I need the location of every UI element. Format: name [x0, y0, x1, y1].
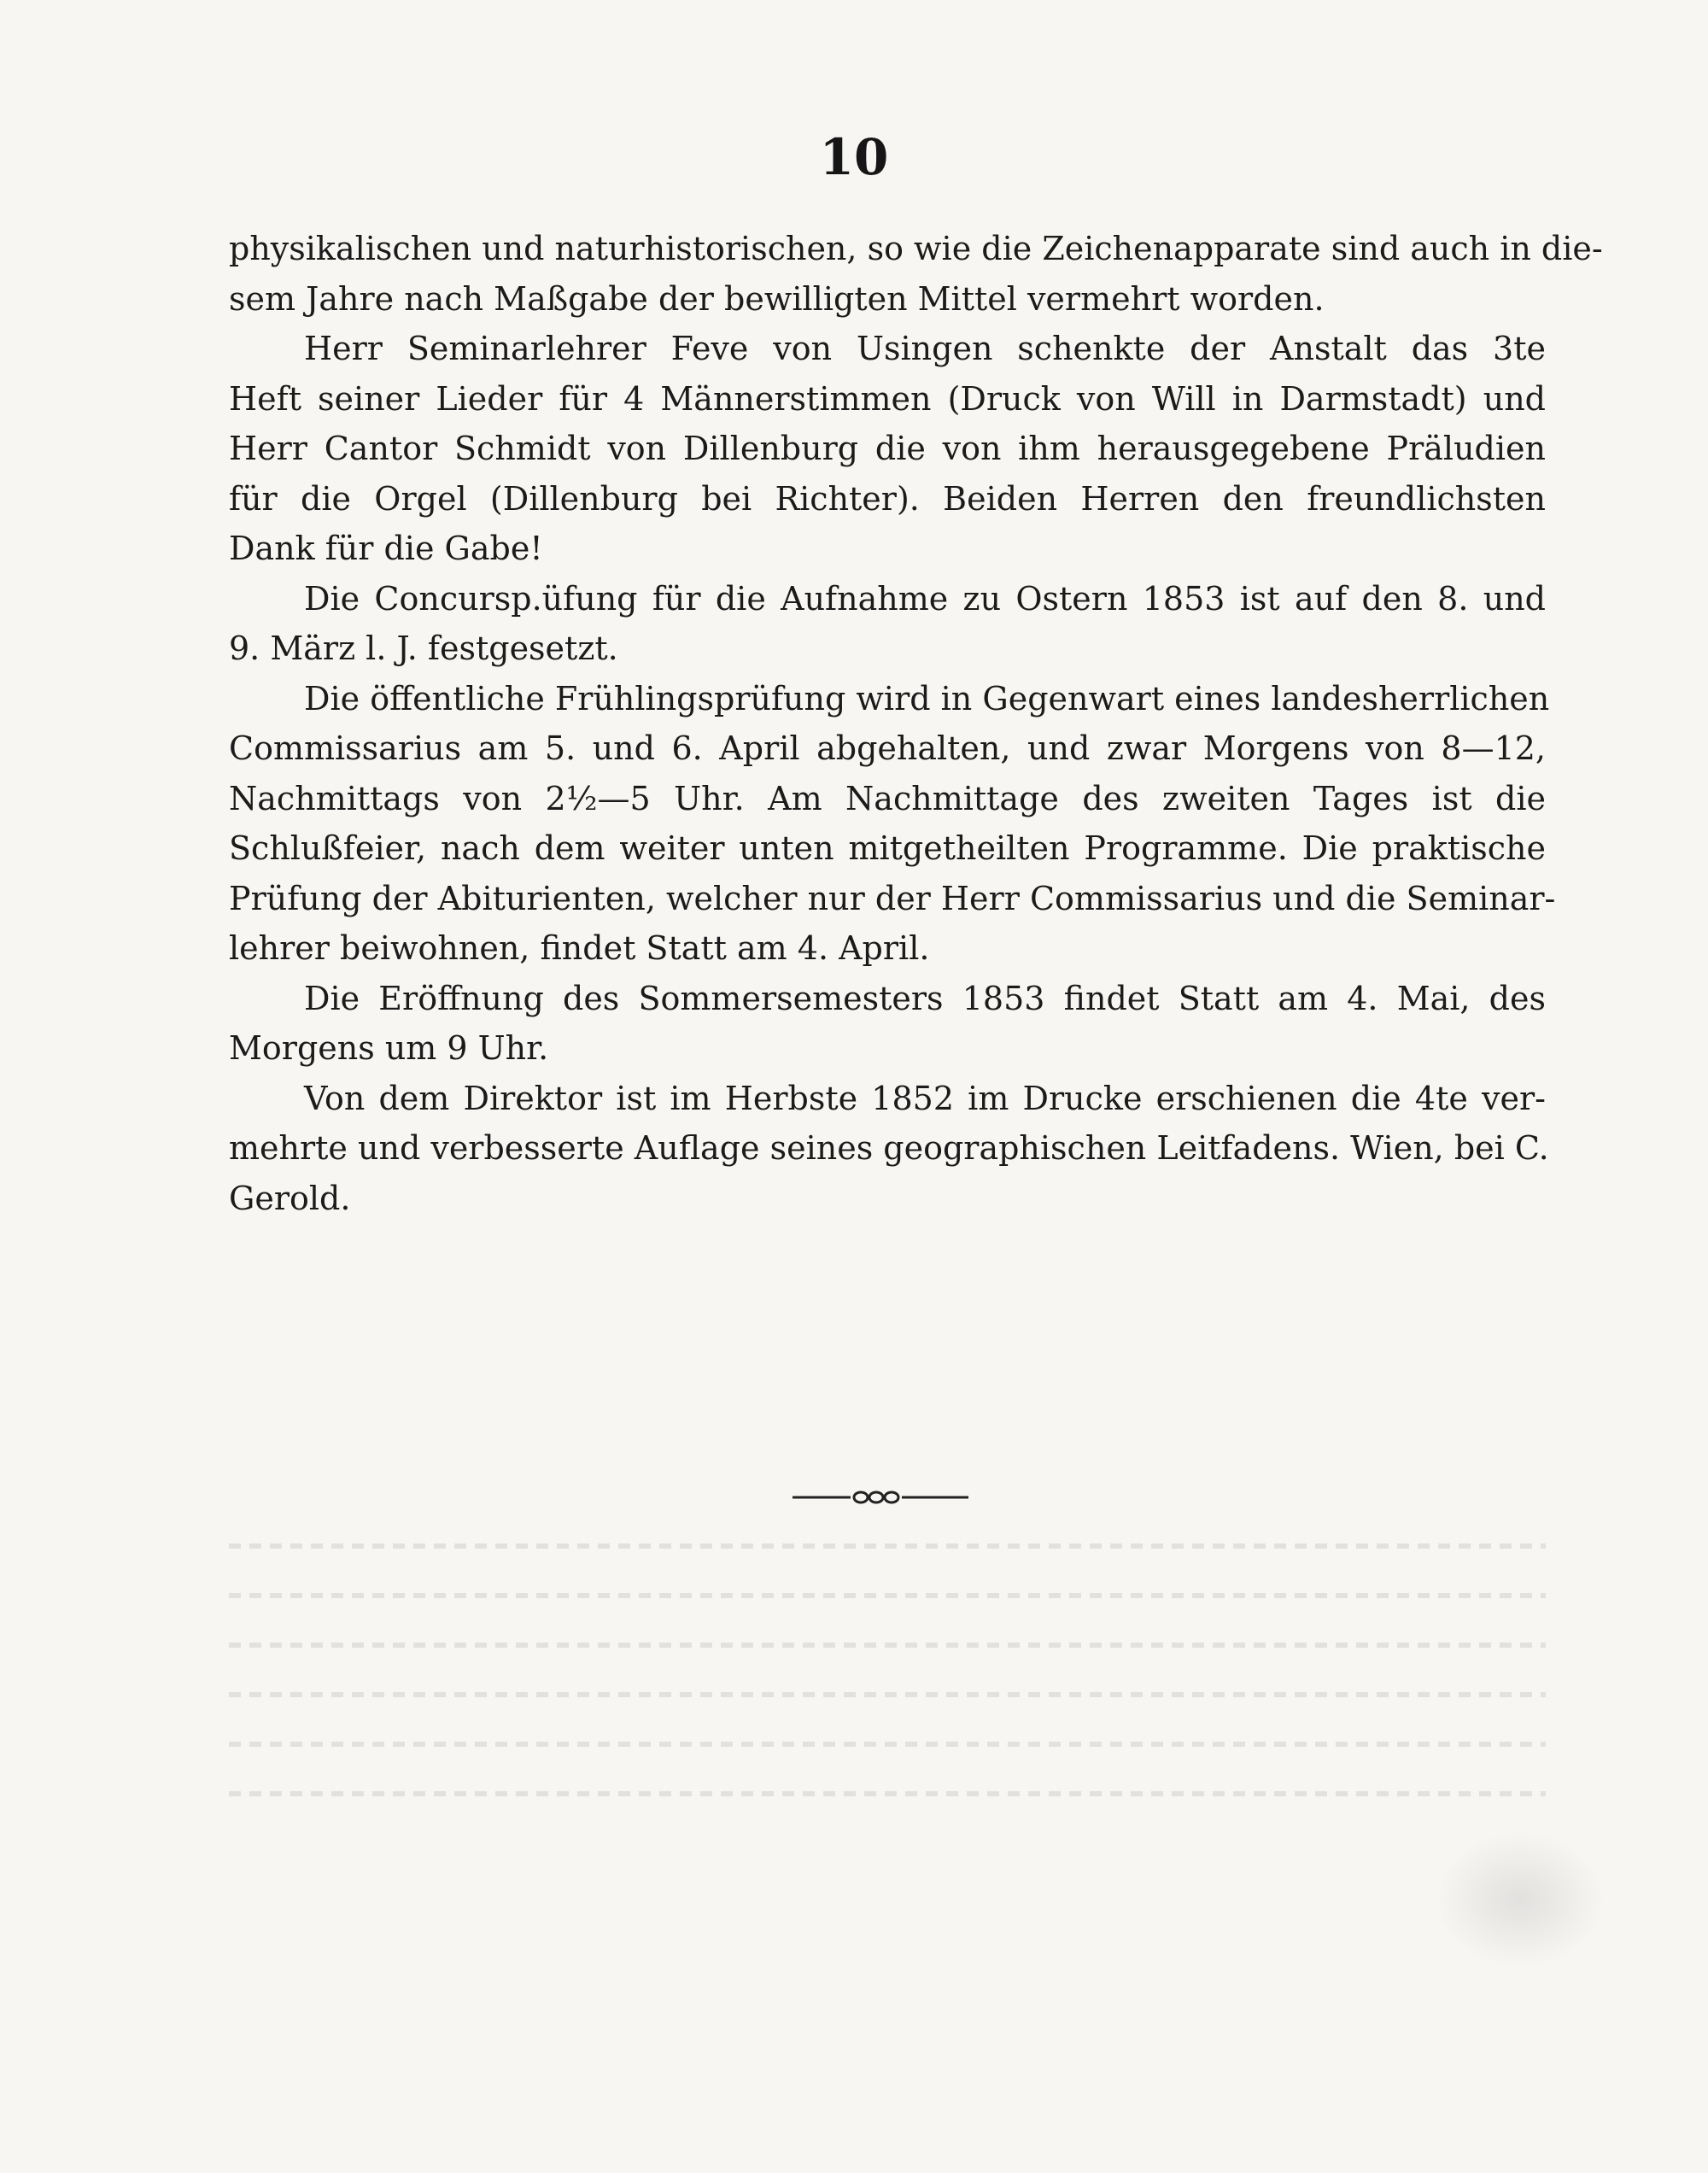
- text-line: Morgens um 9 Uhr.: [229, 1029, 549, 1067]
- text-line: Die öffentliche Frühlingsprüfung wird in Gegenwart eines landesherrlichen: [304, 679, 1550, 718]
- text-line: Herr Cantor Schmidt von Dillenburg die von ihm herausgegebene Präludien: [229, 430, 1546, 467]
- text-line: Von dem Direktor ist im Herbste 1852 im Drucke erschienen die 4te ver-: [304, 1079, 1546, 1117]
- show-through-texture: [229, 1529, 1546, 1836]
- text-line: 9. März l. J. festgesetzt.: [229, 630, 618, 667]
- ornament-divider: [791, 1487, 970, 1508]
- text-line: Commissarius am 5. und 6. April abgehalten, und zwar Morgens von 8—12,: [229, 729, 1546, 767]
- text-line: mehrte und verbesserte Auflage seines geographischen Leitfadens. Wien, bei C.: [229, 1129, 1549, 1167]
- text-line: Herr Seminarlehrer Feve von Usingen schenkte der Anstalt das 3te: [304, 330, 1546, 367]
- text-line: Prüfung der Abiturienten, welcher nur der Herr Commissarius und die Seminar-: [229, 879, 1556, 917]
- text-line: lehrer beiwohnen, findet Statt am 4. April.: [229, 929, 930, 967]
- text-line: Die Concursp.üfung für die Aufnahme zu Ostern 1853 ist auf den 8. und: [304, 579, 1546, 618]
- text-line: physikalischen und naturhistorischen, so wie die Zeichenapparate sind auch in die-: [229, 230, 1603, 267]
- page-number: 10: [819, 128, 889, 186]
- body-text: [229, 224, 1603, 1223]
- text-line: Heft seiner Lieder für 4 Männerstimmen (Druck von Will in Darmstadt) und: [229, 379, 1546, 418]
- text-line: Dank für die Gabe!: [229, 530, 543, 567]
- text-line: sem Jahre nach Maßgabe der bewilligten Mittel vermehrt worden.: [229, 279, 1325, 318]
- text-line: Gerold.: [229, 1179, 351, 1217]
- text-line: Die Eröffnung des Sommersemesters 1853 findet Statt am 4. Mai, des: [304, 979, 1546, 1017]
- text-line: Nachmittags von 2½—5 Uhr. Am Nachmittage des zweiten Tages ist die: [229, 779, 1546, 817]
- paper-smudge: [1435, 1831, 1606, 1968]
- text-line: für die Orgel (Dillenburg bei Richter). Beiden Herren den freundlichsten: [229, 479, 1546, 518]
- text-line: Schlußfeier, nach dem weiter unten mitgetheilten Programme. Die praktische: [229, 829, 1546, 867]
